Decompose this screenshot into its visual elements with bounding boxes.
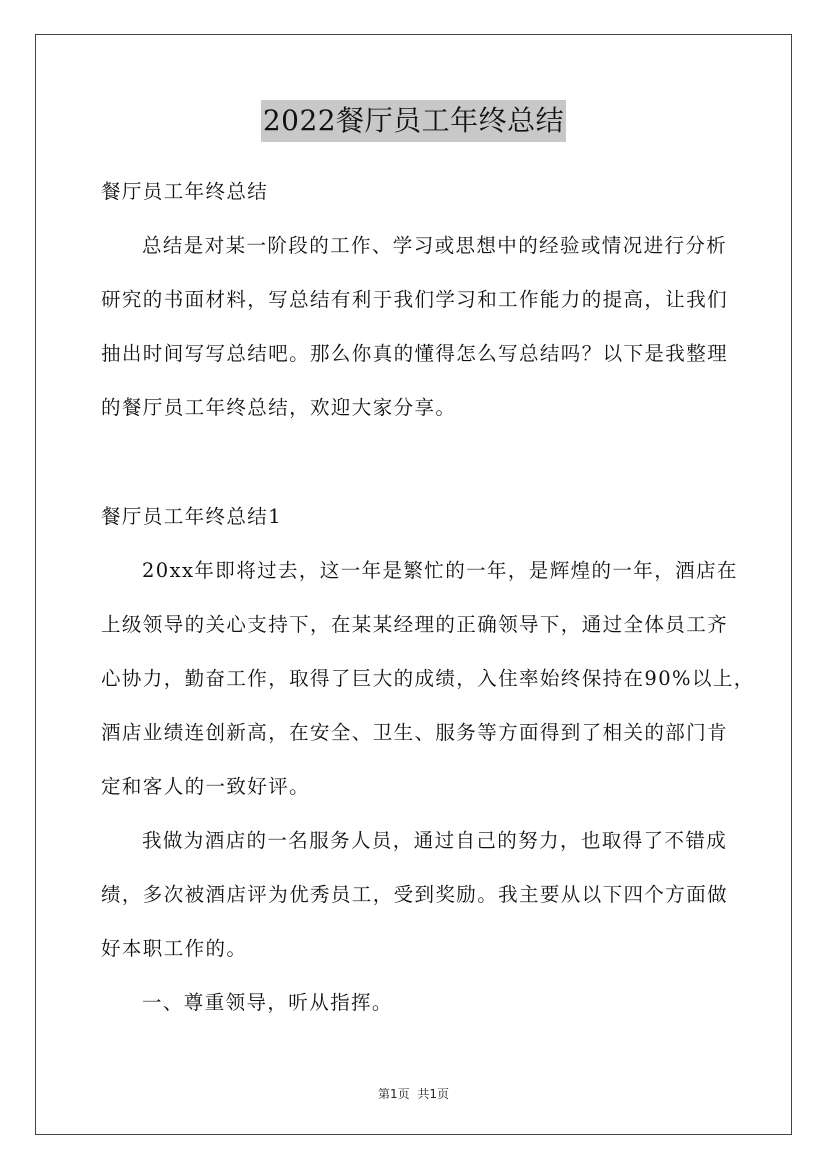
document-subtitle: 餐厅员工年终总结 [101,180,269,203]
paragraph-line: 定和客人的一致好评。 [101,775,311,798]
document-title: 2022餐厅员工年终总结 [261,100,566,142]
paragraph-line: 上级领导的关心支持下，在某某经理的正确领导下，通过全体员工齐 [101,613,729,636]
page-footer [0,1085,827,1102]
paragraph-line: 我做为酒店的一名服务人员，通过自己的努力，也取得了不错成 [142,829,728,852]
document-body [101,165,731,435]
intro-line: 的餐厅员工年终总结，欢迎大家分享。 [101,396,457,419]
paragraph-line: 好本职工作的。 [101,937,248,960]
intro-line: 总结是对某一阶段的工作、学习或思想中的经验或情况进行分析 [142,234,728,257]
intro-line: 抽出时间写写总结吧。那么你真的懂得怎么写总结吗？以下是我整理 [101,342,729,365]
paragraph-line: 绩，多次被酒店评为优秀员工，受到奖励。我主要从以下四个方面做 [101,883,729,906]
page-number-current: 第1页 [377,1087,410,1101]
page-number-total: 共1页 [417,1087,450,1101]
section-1 [101,490,755,1030]
paragraph-line: 20xx年即将过去，这一年是繁忙的一年，是辉煌的一年，酒店在 [142,559,738,582]
section-heading: 餐厅员工年终总结1 [101,505,283,528]
paragraph-line: 酒店业绩连创新高，在安全、卫生、服务等方面得到了相关的部门肯 [101,721,729,744]
intro-line: 研究的书面材料，写总结有利于我们学习和工作能力的提高，让我们 [101,288,729,311]
paragraph-line: 心协力，勤奋工作，取得了巨大的成绩，入住率始终保持在90%以上， [101,667,755,690]
title-wrap [0,100,827,142]
point-heading: 一、尊重领导，听从指挥。 [142,991,393,1014]
